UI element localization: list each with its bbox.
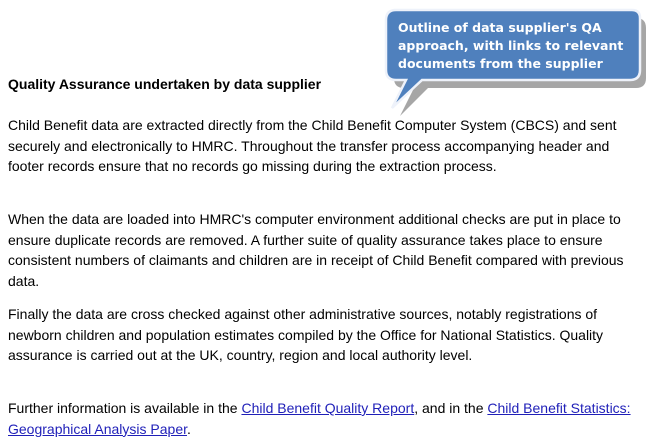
- paragraph-cross-checks: Finally the data are cross checked against other administrative sources, notably registrations of newborn children and population estimates compiled by the Office for National Statistics. Quality assurance is carried out at the UK, country, region and local authority level.: [8, 306, 604, 363]
- callout-text: Outline of data supplier's QA approach, with links to relevant documents from the supplier: [398, 20, 624, 71]
- paragraph-loading-checks: When the data are loaded into HMRC's computer environment additional checks are put in place to ensure duplicate records are removed. A further suite of quality assurance takes place to ensure consistent numbers of claimants and children are in receipt of Child Benefit compared with previous data.: [8, 211, 624, 289]
- further-info-middle: , and in the: [414, 400, 488, 416]
- further-info-prefix: Further information is available in the: [8, 400, 242, 416]
- callout-box: [384, 8, 646, 118]
- geographical-analysis-paper-link[interactable]: Child Benefit Statistics: Geographical Analysis Paper: [8, 400, 631, 437]
- paragraph-extraction: Child Benefit data are extracted directly from the Child Benefit Computer System (CBCS) and sent securely and electronically to HMRC. Throughout the transfer process accompanying header and footer records ensure that no records go missing during the extraction process.: [8, 117, 617, 174]
- further-info-suffix: .: [187, 420, 191, 437]
- section-heading: Quality Assurance undertaken by data supplier: [8, 76, 322, 92]
- paragraph-further-info: [8, 398, 638, 439]
- quality-report-link[interactable]: Child Benefit Quality Report: [241, 400, 415, 416]
